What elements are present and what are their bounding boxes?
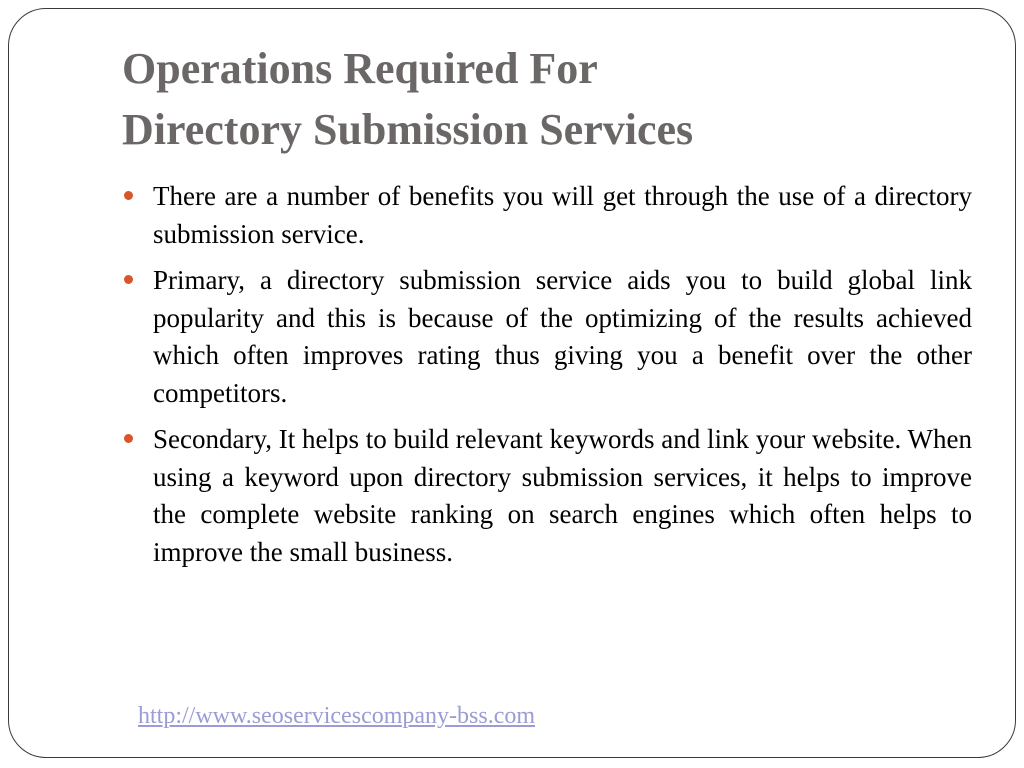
bullet-dot-icon	[124, 191, 133, 200]
bullet-item-2	[122, 262, 972, 412]
bullet-text: Primary, a directory submission service aids you to build global link popularity and this is because of the optimizing of the results achieved which often improves rating thus giving you a benefit over the other competitors.	[153, 265, 972, 408]
website-link[interactable]: http://www.seoservicescompany-bss.com	[138, 703, 536, 729]
bullet-list	[122, 178, 972, 580]
title-line-1: Operations Required For	[122, 44, 598, 93]
title-line-2: Directory Submission Services	[122, 105, 694, 154]
slide-frame	[8, 8, 1016, 758]
bullet-text: Secondary, It helps to build relevant keywords and link your website. When using a keyword upon directory submission services, it helps to improve the complete website ranking on search engines which often helps to improve the small business.	[153, 424, 972, 567]
bullet-text: There are a number of benefits you will get through the use of a directory submission service.	[153, 181, 972, 249]
bullet-dot-icon	[124, 275, 133, 284]
bullet-item-1	[122, 178, 972, 253]
bullet-item-3	[122, 421, 972, 571]
bullet-dot-icon	[124, 434, 133, 443]
slide-title	[122, 38, 982, 160]
